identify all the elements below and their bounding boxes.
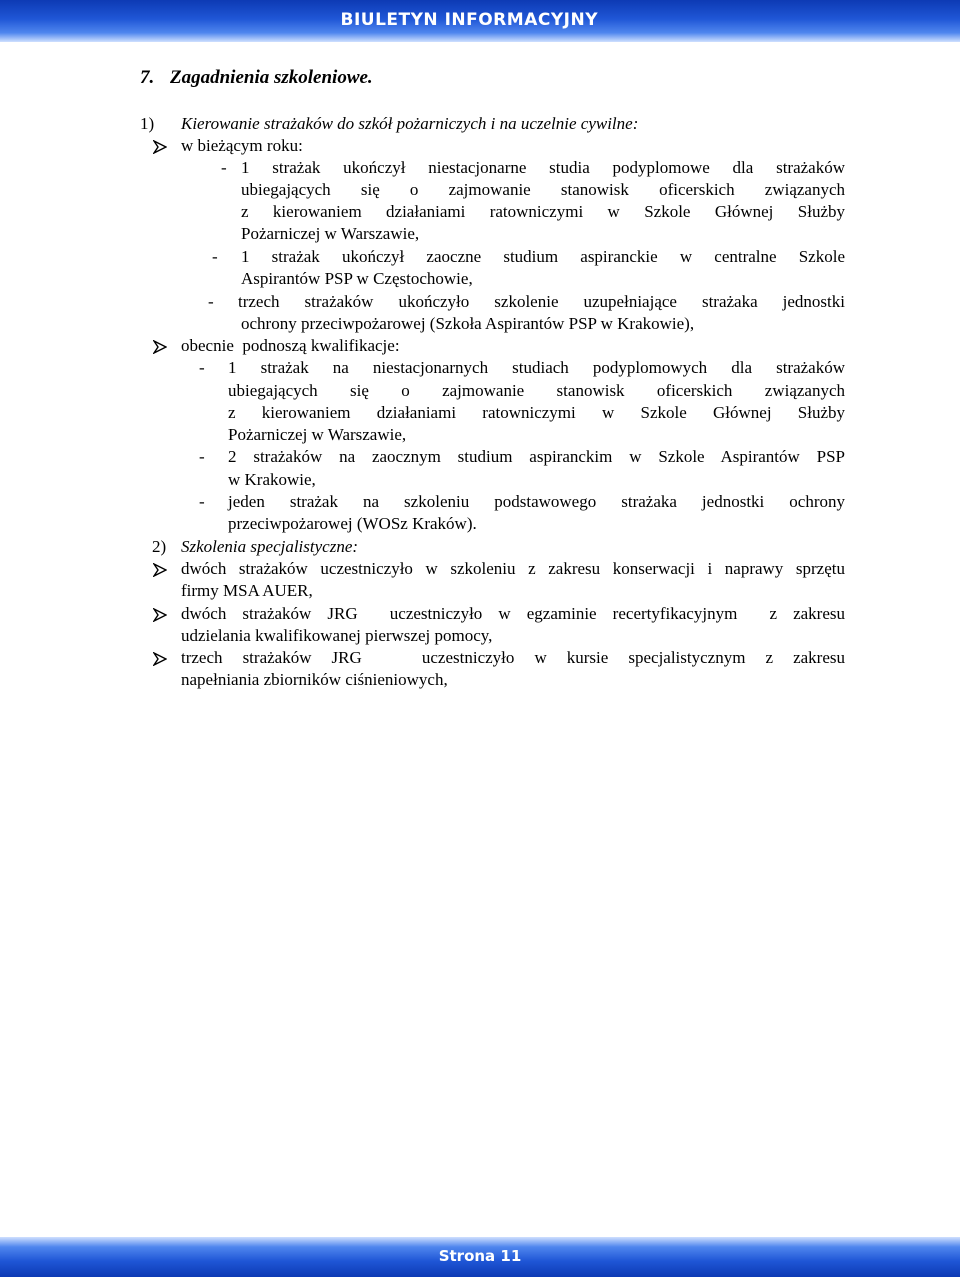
raising-qualifications-label: obecnie podnoszą kwalifikacje: xyxy=(181,336,400,355)
list-item-line: z kierowaniem działaniami ratowniczymi w Szkole Głównej Służby xyxy=(241,202,845,221)
footer-bar xyxy=(0,1237,960,1277)
current-year-label: w bieżącym roku: xyxy=(181,136,303,155)
list-item-line: firmy MSA AUER, xyxy=(181,581,313,600)
dash: - xyxy=(199,447,205,466)
section-title: Zagadnienia szkoleniowe. xyxy=(170,67,373,88)
list-item-line: jeden strażak na szkoleniu podstawowego strażaka jednostki ochrony xyxy=(228,492,845,511)
list-item-line: Pożarniczej w Warszawie, xyxy=(228,425,407,444)
arrowhead-bullet-icon xyxy=(153,340,167,354)
header-title: BIULETYN INFORMACYJNY xyxy=(340,10,598,30)
list-item-line: 1 strażak ukończył niestacjonarne studia podyplomowe dla strażaków xyxy=(241,158,845,177)
arrowhead-bullet-icon xyxy=(153,652,167,666)
list-item-line: z kierowaniem działaniami ratowniczymi w Szkole Głównej Służby xyxy=(228,403,845,422)
point2-number: 2) xyxy=(152,537,167,556)
list-item-line: 2 strażaków na zaocznym studium aspiranckim w Szkole Aspirantów PSP xyxy=(228,447,845,466)
dash: - xyxy=(212,247,218,266)
dash: - xyxy=(208,292,214,311)
list-item-line: Aspirantów PSP w Częstochowie, xyxy=(241,269,473,288)
list-item-line: trzech strażaków ukończyło szkolenie uzupełniające strażaka jednostki xyxy=(238,292,845,311)
list-item-line: 1 strażak ukończył zaoczne studium aspiranckie w centralne Szkole xyxy=(241,247,845,266)
section-number: 7. xyxy=(140,67,155,88)
dash: - xyxy=(199,492,205,511)
list-item-line: dwóch strażaków JRG uczestniczyło w egzaminie recertyfikacyjnym z zakresu xyxy=(181,604,845,623)
list-item-line: dwóch strażaków uczestniczyło w szkoleniu z zakresu konserwacji i naprawy sprzętu xyxy=(181,559,845,578)
point1-title: Kierowanie strażaków do szkół pożarniczych i na uczelnie cywilne: xyxy=(181,114,639,133)
page-number: Strona 11 xyxy=(438,1247,522,1265)
list-item-line: przeciwpożarowej (WOSz Kraków). xyxy=(228,514,477,533)
list-item-line: Pożarniczej w Warszawie, xyxy=(241,224,420,243)
list-item-line: 1 strażak na niestacjonarnych studiach podyplomowych dla strażaków xyxy=(228,358,845,377)
list-item-line: trzech strażaków JRG uczestniczyło w kursie specjalistycznym z zakresu xyxy=(181,648,845,667)
arrowhead-bullet-icon xyxy=(153,140,167,154)
header-bar xyxy=(0,0,960,42)
arrowhead-bullet-icon xyxy=(153,608,167,622)
point1-number: 1) xyxy=(140,114,155,133)
dash: - xyxy=(221,158,227,177)
list-item-line: udzielania kwalifikowanej pierwszej pomocy, xyxy=(181,626,493,645)
point2-title: Szkolenia specjalistyczne: xyxy=(181,537,359,556)
dash: - xyxy=(199,358,205,377)
list-item-line: ubiegających się o zajmowanie stanowisk oficerskich związanych xyxy=(241,180,845,199)
list-item-line: napełniania zbiorników ciśnieniowych, xyxy=(181,670,448,689)
list-item-line: ubiegających się o zajmowanie stanowisk oficerskich związanych xyxy=(228,381,845,400)
list-item-line: ochrony przeciwpożarowej (Szkoła Aspirantów PSP w Krakowie), xyxy=(241,314,695,333)
list-item-line: w Krakowie, xyxy=(228,470,316,489)
arrowhead-bullet-icon xyxy=(153,563,167,577)
